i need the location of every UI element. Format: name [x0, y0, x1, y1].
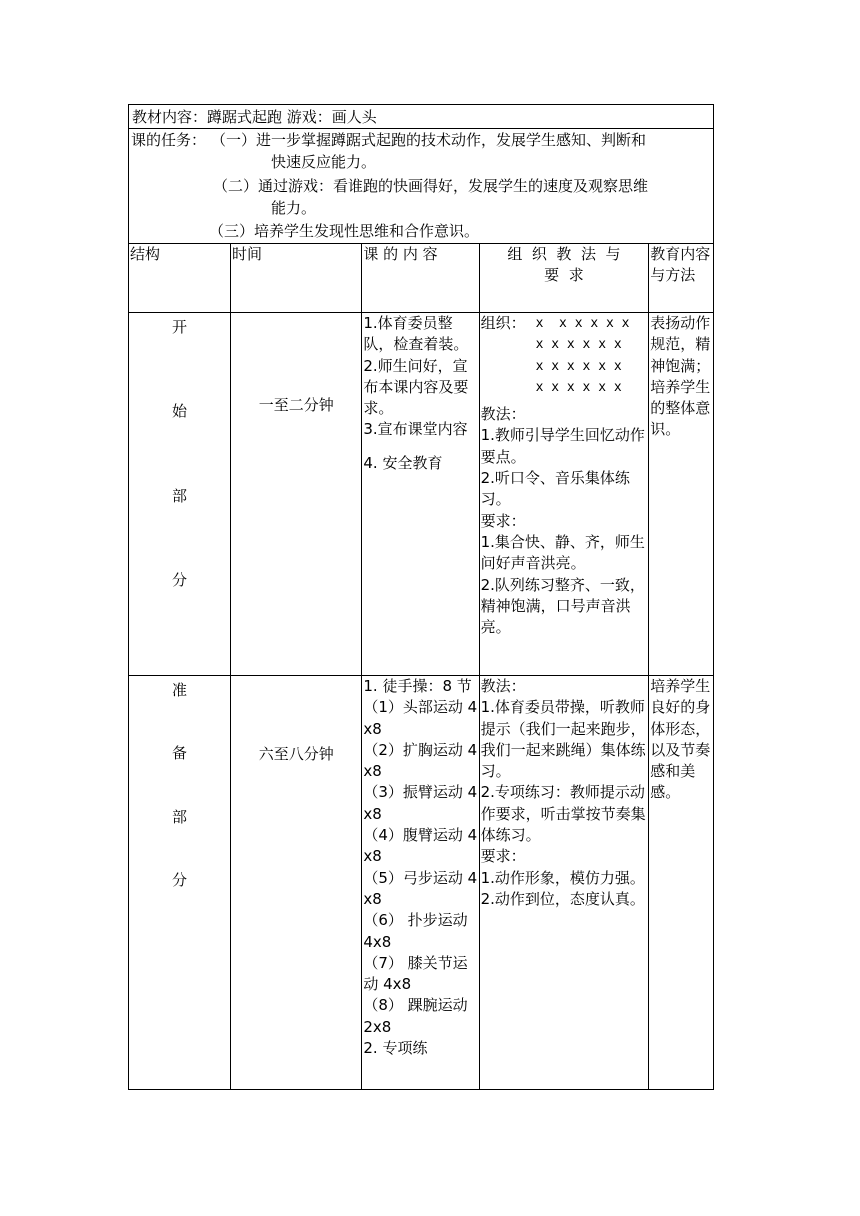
section-start-time: [231, 313, 362, 676]
section-start-row: [129, 313, 714, 676]
section-prep-method: [479, 676, 649, 1090]
method-item: 教法：: [480, 677, 526, 695]
structure-char: 备: [172, 744, 188, 763]
structure-char: 准: [172, 681, 188, 699]
section-start-method: [479, 313, 649, 676]
section-start-content: [362, 313, 479, 676]
method-item: 2.动作到位，态度认真。: [480, 889, 645, 908]
method-item: 2.专项练习：教师提示动作要求，听击掌按节奏集体练习。: [480, 783, 646, 845]
structure-char: 部: [172, 486, 188, 505]
section-prep-time: [231, 676, 362, 1090]
content-item: 4. 安全教育: [363, 453, 443, 472]
header-structure: 结构: [129, 244, 231, 313]
content-item: （3）振臂运动 4x8: [363, 783, 478, 823]
method-item: 1.体育委员带操，听教师提示（我们一起来跑步，我们一起来跳绳）集体练习。: [480, 698, 646, 781]
content-item: 1. 徒手操：8 节: [363, 677, 472, 695]
header-time: 时间: [231, 244, 362, 313]
content-item: （6） 扑步运动 4x8: [363, 911, 468, 951]
formation-row: x x x x x x: [535, 358, 622, 374]
structure-char: 分: [172, 570, 188, 589]
section-start-edu: 表扬动作规范，精神饱满；培养学生的整体意识。: [649, 313, 714, 676]
org-label: 组织：: [480, 314, 526, 332]
content-item: 3.宣布课堂内容: [363, 420, 468, 439]
time-value: 一至二分钟: [258, 396, 334, 414]
header-content: 课 的 内 容: [362, 244, 479, 313]
lesson-plan: [128, 104, 714, 1090]
method-item: 1.动作形象，模仿力强。: [480, 868, 645, 887]
header-method-line2: 要 求: [544, 266, 584, 285]
content-item: （8） 踝腕运动 2x8: [363, 996, 468, 1036]
formation-grid: [526, 313, 630, 398]
lesson-topic: 教材内容：蹲踞式起跑 游戏：画人头: [128, 104, 714, 128]
tasks-label: 课的任务：: [131, 131, 207, 149]
method-item: 1.教师引导学生回忆动作要点。: [480, 426, 645, 466]
content-item: （4）腹臂运动 4x8: [363, 826, 478, 866]
content-item: （1）头部运动 4x8: [363, 698, 478, 738]
structure-char: 部: [172, 807, 188, 826]
method-item: 2.听口令、音乐集体练习。: [480, 469, 630, 509]
lesson-table: [128, 243, 714, 1090]
task-1-cont: 快速反应能力。: [271, 153, 377, 171]
section-prep-edu: 培养学生良好的身体形态，以及节奏感和美感。: [649, 676, 714, 1090]
formation-row: x x x x x x: [535, 379, 622, 395]
formation-row: x x x x x x: [535, 337, 622, 353]
section-prep-structure: [129, 676, 231, 1090]
section-prep-row: [129, 676, 714, 1090]
task-2-cont: 能力。: [271, 199, 317, 217]
content-item: （2）扩胸运动 4x8: [363, 740, 478, 781]
structure-char: 始: [172, 402, 188, 421]
time-value: 六至八分钟: [258, 745, 334, 763]
formation: [481, 313, 648, 398]
content-item: （7） 膝关节运动 4x8: [363, 953, 468, 994]
content-item: 2. 专项练: [363, 1039, 428, 1058]
structure-char: 分: [172, 870, 188, 889]
content-item: 2.师生问好，宣布本课内容及要求。: [363, 356, 469, 418]
section-prep-content: [362, 676, 479, 1090]
header-method: [479, 244, 649, 313]
method-item: 2.队列练习整齐、一致，精神饱满，口号声音洪亮。: [480, 575, 645, 637]
section-start-structure: [129, 313, 231, 676]
header-method-line1: 组 织 教 法 与: [507, 245, 621, 263]
lesson-tasks: [128, 128, 714, 243]
task-1: （一）进一步掌握蹲踞式起跑的技术动作，发展学生感知、判断和: [211, 131, 647, 149]
table-header-row: [129, 244, 714, 313]
structure-char: 开: [172, 318, 188, 336]
method-item: 要求：: [480, 511, 526, 530]
method-item: 要求：: [480, 847, 526, 866]
content-item: 1.体育委员整队，检查着装。: [363, 314, 469, 354]
task-3: （三）培养学生发现性思维和合作意识。: [209, 222, 480, 240]
content-item: （5）弓步运动 4x8: [363, 868, 478, 908]
task-2: （二）通过游戏：看谁跑的快画得好，发展学生的速度及观察思维: [213, 177, 649, 195]
method-item: 教法：: [480, 405, 526, 424]
method-item: 1.集合快、静、齐，师生问好声音洪亮。: [480, 532, 645, 573]
header-edu: 教育内容与方法: [649, 244, 714, 313]
formation-row: x x x x x x: [535, 316, 630, 331]
